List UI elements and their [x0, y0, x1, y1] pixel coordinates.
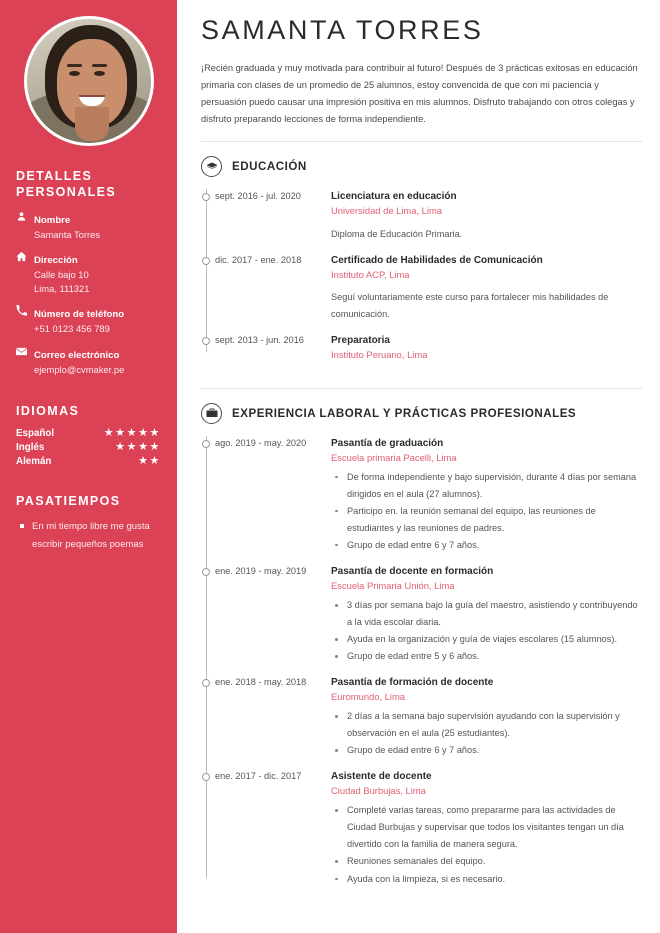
- briefcase-icon: [201, 403, 222, 424]
- language-rating-stars: ★★: [138, 454, 161, 467]
- experience-bullet: Grupo de edad entre 6 y 7 años.: [331, 742, 642, 759]
- experience-bullets: [331, 802, 642, 887]
- detail-email-value: ejemplo@cvmaker.pe: [34, 364, 125, 375]
- education-title: Preparatoria: [331, 334, 390, 346]
- language-rating-stars: ★★★★★: [103, 426, 161, 439]
- hobby-text: En mi tiempo libre me gusta escribir pequeños poemas: [32, 521, 150, 550]
- person-icon: [16, 210, 34, 222]
- profile-photo: [27, 19, 151, 143]
- detail-phone-value: +51 0123 456 789: [34, 323, 110, 335]
- detail-address-value-line1: Calle bajo 10: [34, 269, 89, 281]
- language-rating-stars: ★★★★: [115, 440, 161, 453]
- experience-date: ene. 2017 - dic. 2017: [215, 771, 302, 782]
- experience-bullet: Reuniones semanales del equipo.: [331, 853, 642, 870]
- page-title: SAMANTA TORRES: [201, 15, 484, 45]
- education-description: Diploma de Educación Primaria.: [331, 228, 463, 239]
- experience-title: Pasantía de docente en formación: [331, 566, 494, 577]
- square-bullet-icon: [20, 524, 24, 528]
- language-name: Alemán: [16, 455, 52, 467]
- experience-title: Pasantía de formación de docente: [331, 677, 494, 689]
- experience-title: Asistente de docente: [331, 771, 432, 783]
- education-date: sept. 2013 - jun. 2016: [215, 334, 304, 345]
- detail-name-value: Samanta Torres: [34, 228, 101, 240]
- experience-bullet: Ayuda con la limpieza, si es necesario.: [331, 871, 642, 888]
- home-icon: [16, 250, 34, 262]
- language-item: [16, 442, 161, 453]
- section-title-experience: EXPERIENCIA LABORAL Y PRÁCTICAS PROFESIONALES: [232, 406, 577, 420]
- detail-phone: [16, 304, 161, 336]
- experience-bullets: [331, 469, 642, 554]
- experience-timeline: [201, 436, 642, 888]
- education-institution: Universidad de Lima, Lima: [331, 205, 442, 217]
- education-title: Certificado de Habilidades de Comunicación: [331, 254, 543, 266]
- experience-employer: Escuela primaria Pacelli, Lima: [331, 451, 457, 463]
- hobbies-heading: PASATIEMPOS: [16, 493, 121, 508]
- education-date: sept. 2016 - jul. 2020: [215, 191, 301, 202]
- education-date: dic. 2017 - ene. 2018: [215, 254, 302, 265]
- experience-bullet: Grupo de edad entre 5 y 6 años.: [331, 648, 642, 665]
- experience-item: [215, 436, 642, 554]
- experience-employer: Escuela Primaria Unión, Lima: [331, 580, 455, 591]
- experience-bullet: Participo en. la reunión semanal del equipo, las reuniones de estudiantes y las reuniones de padres.: [331, 503, 642, 537]
- detail-address: [16, 250, 161, 295]
- experience-bullets: [331, 597, 642, 665]
- divider: [201, 141, 642, 142]
- education-institution: Instituto ACP, Lima: [331, 268, 410, 280]
- education-description: Seguí voluntariamente este curso para fortalecer mis habilidades de comunicación.: [331, 291, 609, 319]
- hobby-item: [16, 518, 161, 553]
- detail-email: [16, 345, 161, 377]
- education-institution: Instituto Peruano, Lima: [331, 348, 428, 360]
- education-item: [215, 333, 642, 362]
- section-header-experience: [201, 403, 642, 424]
- detail-name: [16, 210, 161, 242]
- personal-details-heading-line1: DETALLES: [16, 169, 93, 183]
- detail-name-label: Nombre: [34, 214, 71, 226]
- section-header-education: [201, 156, 642, 177]
- experience-bullet: 3 días por semana bajo la guía del maestro, asistiendo y contribuyendo a la vida escolar diaria.: [331, 597, 642, 631]
- profile-summary: ¡Recién graduada y muy motivada para contribuir al futuro! Después de 3 prácticas exitosas en educación primaria con clases de un promedio de 25 alumnos, estoy convencida de que con mi paciencia y persuasión puedo causar una impresión positiva en mis alumnos. Disfruto trabajando con otros colegas y disfruto preparando lecciones de forma independiente.: [201, 62, 638, 125]
- experience-bullet: Grupo de edad entre 6 y 7 años.: [331, 537, 642, 554]
- language-name: Español: [16, 427, 55, 439]
- language-name: Inglés: [16, 441, 45, 453]
- education-timeline: [201, 189, 642, 361]
- divider: [201, 388, 642, 389]
- detail-address-value-line2: Lima, 111321: [34, 282, 90, 294]
- experience-employer: Euromundo, Lima: [331, 691, 405, 703]
- language-item: [16, 428, 161, 439]
- experience-bullet: Ayuda en la organización y guía de viajes escolares (15 alumnos).: [331, 631, 642, 648]
- experience-date: ene. 2019 - may. 2019: [215, 566, 307, 576]
- detail-email-label: Correo electrónico: [34, 350, 120, 361]
- experience-title: Pasantía de graduación: [331, 437, 444, 449]
- experience-bullet: Completé varias tareas, como prepararme para las actividades de Ciudad Burbujas y supervisar que todos los visitantes tengan un día divertido con la familia de manera segura.: [331, 802, 642, 853]
- education-item: [215, 189, 642, 242]
- experience-date: ene. 2018 - may. 2018: [215, 677, 307, 688]
- experience-bullet: 2 días a la semana bajo supervisión ayudando con la supervisión y observación en el aula (25 estudiantes).: [331, 708, 642, 742]
- experience-item: [215, 675, 642, 759]
- education-title: Licenciatura en educación: [331, 191, 457, 203]
- experience-item: [215, 564, 642, 665]
- experience-employer: Ciudad Burbujas, Lima: [331, 785, 426, 797]
- phone-icon: [16, 304, 34, 316]
- experience-bullet: De forma independiente y bajo supervisión, durante 4 días por semana dirigidos en el aula (27 alumnos).: [331, 469, 642, 503]
- detail-phone-label: Número de teléfono: [34, 309, 125, 321]
- personal-details-heading: [16, 168, 161, 201]
- languages-heading: IDIOMAS: [16, 403, 80, 418]
- detail-address-label: Dirección: [34, 255, 78, 267]
- experience-date: ago. 2019 - may. 2020: [215, 437, 307, 448]
- experience-item: [215, 769, 642, 887]
- personal-details-heading-line2: PERSONALES: [16, 185, 117, 200]
- section-title-education: EDUCACIÓN: [232, 160, 307, 174]
- envelope-icon: [16, 345, 34, 357]
- language-item: [16, 456, 161, 467]
- experience-bullets: [331, 708, 642, 759]
- avatar: [24, 16, 154, 146]
- graduation-cap-icon: [201, 156, 222, 177]
- main-content: [177, 0, 660, 933]
- education-item: [215, 253, 642, 323]
- sidebar: [0, 0, 177, 933]
